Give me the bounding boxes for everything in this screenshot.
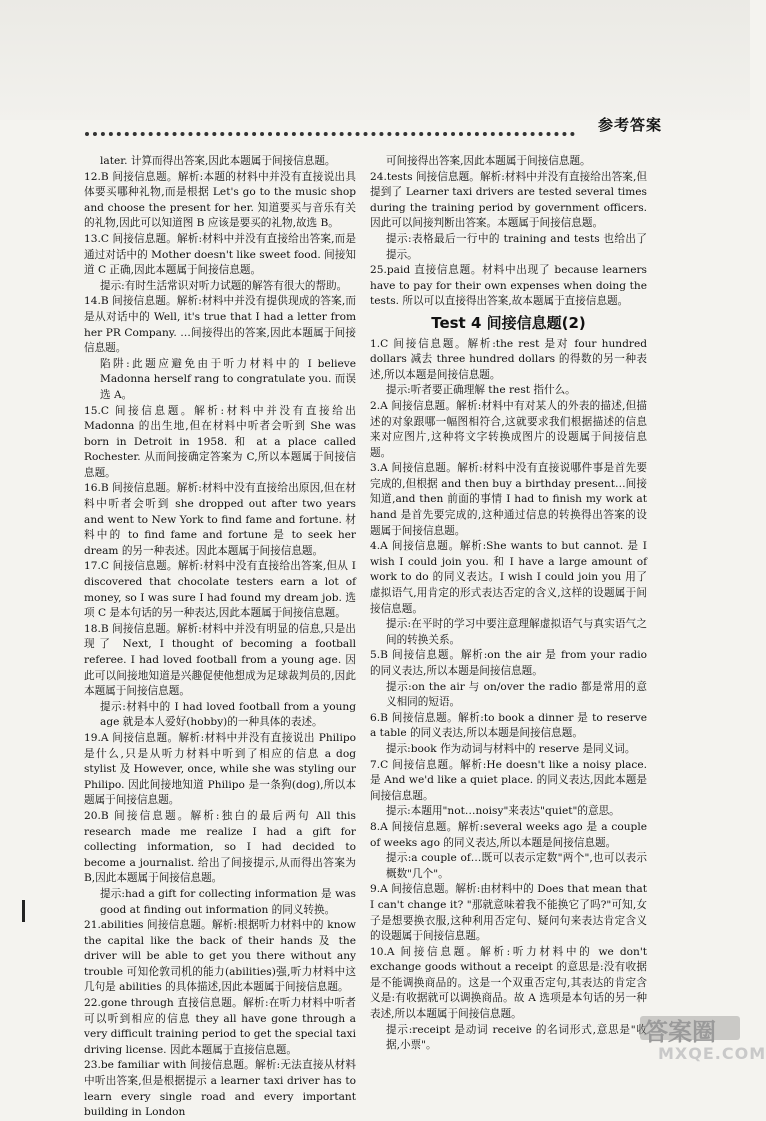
answer-note: 提示:材料中的 I had loved football from a young age 就是本人爱好(hobby)的一种具体的表述。 [100,700,356,729]
answer-note: later. 计算而得出答案,因此本题属于间接信息题。 [100,155,336,167]
answer-note: 提示:在平时的学习中要注意理解虚拟语气与真实语气之间的转换关系。 [386,618,647,646]
answer-item: 21.abilities 间接信息题。解析:根据听力材料中的 know the capital like the back of their hands 及 the driver will be able to get you there without any trouble 可知伦敦司机的能力(abilities)强,听力材料中这几句是 abilities 的具体描述,因此本题属于间接信息题。 [84,919,356,994]
answer-item: 19.A 间接信息题。解析:材料中并没有直接说出 Philipo 是什么,只是从听力材料中听到了相应的信息 a dog stylist 及 However, once, while she was styling our Philipo. 因此间接地知道 Philipo 是一条狗(dog),所以本题属于间接信息题。 [84,731,356,807]
left-column [84,154,356,1121]
answer-item: 2.A 间接信息题。解析:材料中有对某人的外表的描述,但描述的对象跟哪一幅图相符合,这就要求我们根据描述的信息来对应图片,这种将文字转换成图片的设题属于间接信息题。 [370,399,647,459]
page-header-title: 参考答案 [598,116,663,134]
answer-item: 1.C 间接信息题。解析:the rest 是对 four hundred dollars 减去 three hundred dollars 的得数的另一种表述,所以本题是间接信息题。 [370,337,647,381]
answer-note: 陷阱:此题应避免由于听力材料中的 I believe Madonna herself rang to congratulate you. 而误选 A。 [100,357,356,401]
answer-item: 20.B 间接信息题。解析:独白的最后两句 All this research made me realize I had a gift for collecting information, so I had decided to become a journalist. 给出了间接提示,从而得出答案为 B,因此本题属于间接信息题。 [84,809,356,885]
answer-item: 5.B 间接信息题。解析:on the air 是 from your radio 的同义表达,所以本题是间接信息题。 [370,649,647,677]
answer-item: 24.tests 间接信息题。解析:材料中并没有直接给出答案,但提到了 Learner taxi drivers are tested several times during the training period by government officers. 因此可以间接判断出答案。本题属于间接信息题。 [370,170,647,230]
answer-item: 22.gone through 直接信息题。解析:在听力材料中听者可以听到相应的信息 they all have gone through a very difficult training period to get the special taxi driving license. 因此本题属于直接信息题。 [84,997,356,1056]
answer-item: 12.B 间接信息题。解析:本题的材料中并没有直接说出具体要买哪种礼物,而是根据 Let's go to the music shop and choose the present for her. 知道要买与音乐有关的礼物,因此可以知道图 B 应该是要买的礼物,故选 B。 [84,170,356,230]
answer-item: 8.A 间接信息题。解析:several weeks ago 是 a couple of weeks ago 的同义表达,所以本题是间接信息题。 [370,820,647,849]
answer-note: 提示:听者要正确理解 the rest 指什么。 [386,384,576,397]
header-dotted-rule [85,122,575,136]
answer-note: 提示:表格最后一行中的 training and tests 也给出了提示。 [386,232,647,261]
answer-item: 13.C 间接信息题。解析:材料中并没有直接给出答案,而是通过对话中的 Mother doesn't like sweet food. 间接知道 C 正确,因此本题属于间接信息题。 [84,232,356,277]
section-heading: Test 4 间接信息题(2) [431,313,586,332]
answer-note: 提示:本题用"not…noisy"来表达"quiet"的意思。 [386,805,620,818]
answer-item: 17.C 间接信息题。解析:材料中没有直接给出答案,但从 I discovered that chocolate testers earn a lot of money, so I was sure I had found my dream job. 选项 C 是本句话的另一种表达,因此本题属于间接信息题。 [84,560,356,620]
answer-item: 4.A 间接信息题。解析:She wants to but cannot. 是 I wish I could join you. 和 I have a large amount of work to do 的同义表达。I wish I could join you 用了虚拟语气,用肯定的形式表达否定的含义,这样的设题属于间接信息题。 [370,540,647,615]
watermark-text: 答案圈 [644,1018,716,1046]
answer-item: 18.B 间接信息题。解析:材料中并没有明显的信息,只是出现了 Next, I thought of becoming a football referee. I had loved football from a young age. 因此可以间接地知道是兴趣促使他想成为足球裁判员的,因此本题属于间接信息题。 [84,622,356,698]
answer-item: 7.C 间接信息题。解析:He doesn't like a noisy place. 是 And we'd like a quiet place. 的同义表达,因此本题是间接信息题。 [370,758,647,802]
answer-item: 9.A 间接信息题。解析:由材料中的 Does that mean that I can't change it? "那就意味着我不能换它了吗?"可知,女子是想要换衣服,这种利用否定句、疑问句来表达肯定含义的设题属于间接信息题。 [370,883,647,943]
answer-item: 23.be familiar with 间接信息题。解析:无法直接从材料中听出答案,但是根据提示 a learner taxi driver has to learn every single road and every important building in London [84,1059,356,1119]
answer-note: 提示:on the air 与 on/over the radio 都是常用的意义相同的短语。 [386,680,647,709]
answer-note: 可间接得出答案,因此本题属于间接信息题。 [386,155,591,167]
answer-item: 14.B 间接信息题。解析:材料中并没有提供现成的答案,而是从对话中的 Well, it's true that I had a letter from her PR Company. …间接得出的答案,因此本题属于间接信息题。 [84,295,356,355]
answer-note: 提示:receipt 是动词 receive 的名词形式,意思是"收据,小票"。 [386,1023,647,1052]
answer-item: 6.B 间接信息题。解析:to book a dinner 是 to reserve a table 的同义表达,所以本题是间接信息题。 [370,711,647,740]
answer-item: 10.A 间接信息题。解析:听力材料中的 we don't exchange goods without a receipt 的意思是:没有收据是不能调换商品的。这是一个双重否定句,其表达的肯定含义是:有收据就可以调换商品。故 A 选项是本句话的另一种表述,所以本题属于间接信息题。 [370,945,647,1021]
answer-note: 提示:book 作为动词与材料中的 reserve 是同义词。 [386,742,636,755]
answer-item: 15.C 间接信息题。解析:材料中并没有直接给出 Madonna 的出生地,但在材料中听者会听到 She was born in Detroit in 1958. 和 at a place called Rochester. 从而间接确定答案为 C,所以本题属于间接信息题。 [84,404,356,479]
answer-item: 25.paid 直接信息题。材料中出现了 because learners have to pay for their own expenses when doing the tests. 所以可以直接得出答案,故本题属于直接信息题。 [370,264,647,308]
answer-note: 提示:had a gift for collecting information 是 was good at finding out information 的同义转换。 [100,887,356,916]
watermark-logo [638,1010,766,1066]
answer-note: 提示:有时生活常识对听力试题的解答有很大的帮助。 [100,279,348,292]
answer-item: 3.A 间接信息题。解析:材料中没有直接说哪件事是首先要完成的,但根据 and then buy a birthday present…间接知道,and then 前面的事情 I had to finish my work at hand 是首先要完成的,这种通过信息的转换得出答案的设题属于间接信息题。 [370,462,647,537]
top-shadow-band [0,0,750,120]
right-column [370,154,647,1054]
answer-note: 提示:a couple of…既可以表示定数"两个",也可以表示概数"几个"。 [386,852,647,880]
answer-item: 16.B 间接信息题。解析:材料中没有直接给出原因,但在材料中听者会听到 she dropped out after two years and went to New York to find fame and fortune. 材料中的 to find fame and fortune 是 to seek her dream 的另一种表述。因此本题属于间接信息题。 [84,482,356,557]
margin-mark [22,900,25,922]
watermark-url: MXQE.COM [658,1044,766,1063]
